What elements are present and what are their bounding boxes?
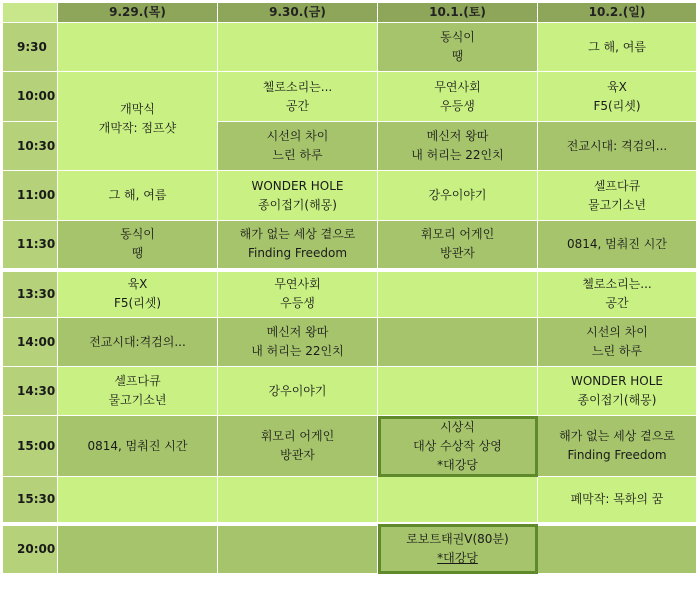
time-label: 11:30 — [3, 221, 58, 270]
time-row — [3, 318, 697, 367]
highlighted-schedule-cell: 로보트태권V(80분) *대강당 — [378, 524, 538, 574]
schedule-cell: 그 해, 여름 — [538, 23, 697, 72]
schedule-cell: 육X F5(리셋) — [538, 72, 697, 122]
schedule-cell: 첼로소리는... 공간 — [538, 270, 697, 318]
schedule-cell: 메신저 왕따 내 허리는 22인치 — [218, 318, 378, 367]
time-label: 10:00 — [3, 72, 58, 122]
schedule-cell: 0814, 멈춰진 시간 — [58, 416, 218, 477]
schedule-cell: 시선의 차이 느린 하루 — [218, 122, 378, 171]
empty-cell — [58, 524, 218, 574]
schedule-cell: 셀프다큐 물고기소년 — [538, 171, 697, 221]
schedule-cell: 육X F5(리셋) — [58, 270, 218, 318]
schedule-cell: 강우이야기 — [218, 367, 378, 416]
time-row — [3, 171, 697, 221]
empty-cell — [218, 524, 378, 574]
corner-cell — [3, 3, 58, 23]
day-header: 10.2.(일) — [538, 3, 697, 23]
time-label: 15:00 — [3, 416, 58, 477]
time-row — [3, 270, 697, 318]
schedule-cell: 무연사회 우등생 — [378, 72, 538, 122]
empty-cell — [58, 477, 218, 524]
day-header: 9.29.(목) — [58, 3, 218, 23]
time-label: 10:30 — [3, 122, 58, 171]
header-row — [3, 3, 697, 23]
time-label: 14:30 — [3, 367, 58, 416]
empty-cell — [378, 318, 538, 367]
time-row — [3, 23, 697, 72]
schedule-cell: 첼로소리는... 공간 — [218, 72, 378, 122]
schedule-cell: 폐막작: 목화의 꿈 — [538, 477, 697, 524]
time-label: 20:00 — [3, 524, 58, 574]
time-row — [3, 524, 697, 574]
time-label: 11:00 — [3, 171, 58, 221]
empty-cell — [218, 477, 378, 524]
schedule-cell: 셀프다큐 물고기소년 — [58, 367, 218, 416]
schedule-cell: 해가 없는 세상 곁으로 Finding Freedom — [538, 416, 697, 477]
time-row — [3, 367, 697, 416]
schedule-cell: 휘모리 어게인 방관자 — [378, 221, 538, 270]
schedule-cell: 동식이 땡 — [378, 23, 538, 72]
highlighted-schedule-cell: 시상식 대상 수상작 상영 *대강당 — [378, 416, 538, 477]
empty-cell — [538, 524, 697, 574]
time-label: 9:30 — [3, 23, 58, 72]
schedule-cell: 메신저 왕따 내 허리는 22인치 — [378, 122, 538, 171]
empty-cell — [378, 270, 538, 318]
schedule-cell: 시선의 차이 느린 하루 — [538, 318, 697, 367]
time-row — [3, 477, 697, 524]
day-header: 10.1.(토) — [378, 3, 538, 23]
schedule-cell: 휘모리 어게인 방관자 — [218, 416, 378, 477]
empty-cell — [378, 477, 538, 524]
time-label: 13:30 — [3, 270, 58, 318]
schedule-cell: 동식이 땡 — [58, 221, 218, 270]
schedule-cell: 전교시대: 격검의... — [538, 122, 697, 171]
empty-cell — [218, 23, 378, 72]
time-row — [3, 72, 697, 122]
schedule-cell: 그 해, 여름 — [58, 171, 218, 221]
empty-cell — [58, 23, 218, 72]
schedule-cell: 개막식 개막작: 점프샷 — [58, 72, 218, 171]
day-header: 9.30.(금) — [218, 3, 378, 23]
schedule-cell: 해가 없는 세상 곁으로 Finding Freedom — [218, 221, 378, 270]
time-label: 14:00 — [3, 318, 58, 367]
schedule-cell: WONDER HOLE 종이접기(해몽) — [218, 171, 378, 221]
empty-cell — [378, 367, 538, 416]
schedule-cell: 무연사회 우등생 — [218, 270, 378, 318]
schedule-table — [2, 2, 697, 574]
schedule-cell: 강우이야기 — [378, 171, 538, 221]
time-row — [3, 416, 697, 477]
time-label: 15:30 — [3, 477, 58, 524]
time-row — [3, 221, 697, 270]
schedule-cell: 전교시대:격검의... — [58, 318, 218, 367]
schedule-cell: WONDER HOLE 종이접기(해몽) — [538, 367, 697, 416]
schedule-cell: 0814, 멈춰진 시간 — [538, 221, 697, 270]
